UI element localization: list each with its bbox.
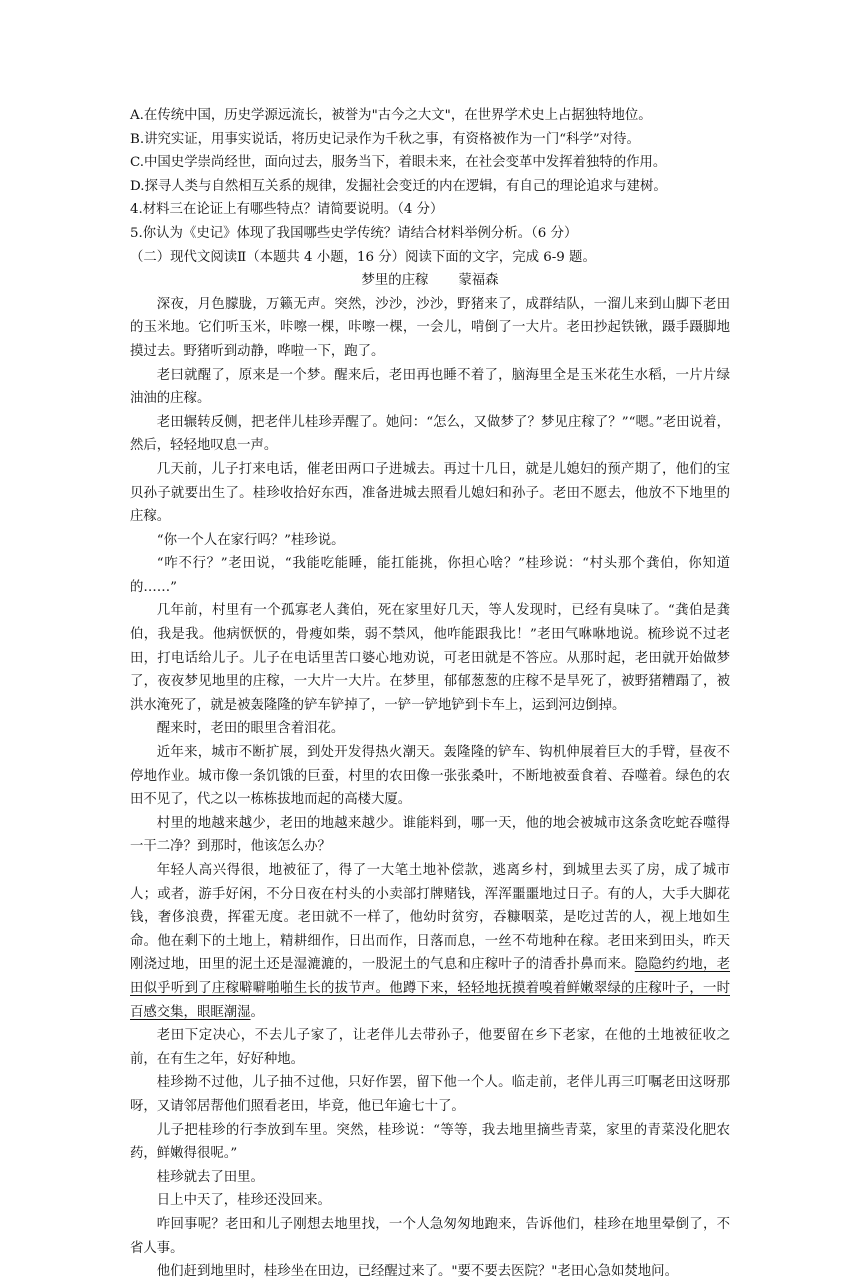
- story-paragraph: “咋不行？”老田说，“我能吃能睡，能扛能挑，你担心啥？”桂珍说：“村头那个龚伯，你知道的……”: [130, 556, 730, 595]
- story-paragraph: 醒来时，老田的眼里含着泪花。: [156, 721, 345, 737]
- story-paragraph: 村里的地越来越少，老田的地越来越少。谁能料到，哪一天，他的地会被城市这条贪吃蛇吞噬得一干二净？到那时，他该怎么办？: [130, 815, 730, 855]
- story-paragraph: “你一个人在家行吗？”桂珍说。: [156, 532, 345, 548]
- option-d: D.探寻人类与自然相互关系的规律，发掘社会变迁的内在逻辑，有自己的理论追求与建树。: [130, 178, 667, 194]
- section-heading: （二）现代文阅读Ⅱ（本题共 4 小题，16 分）阅读下面的文字，完成 6-9 题。: [130, 249, 596, 265]
- option-c: C.中国史学崇尚经世，面向过去，服务当下，着眼未来，在社会变革中发挥着独特的作用。: [130, 155, 667, 171]
- story-title: 梦里的庄稼: [361, 273, 429, 289]
- option-a: A.在传统中国，历史学源远流长，被誉为"古今之大文"，在世界学术史上占据独特地位。: [130, 108, 652, 123]
- paragraph-text-end: 。: [250, 1004, 264, 1020]
- question-5: 5.你认为《史记》体现了我国哪些史学传统？请结合材料举例分析。（6 分）: [130, 225, 578, 241]
- story-paragraph: 老曰就醒了，原来是一个梦。醒来后，老田再也睡不着了，脑海里全是玉米花生水稻，一片片绿油油的庄稼。: [130, 367, 730, 407]
- story-paragraph: 他们赶到地里时，桂珍坐在田边，已经醒过来了。"要不要去医院？"老田心急如焚地问。: [156, 1264, 678, 1280]
- story-paragraph: 深夜，月色朦胧，万籁无声。突然，沙沙，沙沙，野猪来了，成群结队，一溜儿来到山脚下老田的玉米地。它们听玉米，咔嚓一棵，咔嚓一棵，一会儿，啃倒了一大片。老田抄起铁锹，蹑手蹑脚地摸过去。野猪听到动静，哗啦一下，跑了。: [130, 296, 730, 359]
- story-paragraph: 老田下定决心，不去儿子家了，让老伴儿去带孙子，他要留在乡下老家，在他的土地被征收之前，在有生之年，好好种地。: [130, 1028, 730, 1067]
- paragraph-text: 年轻人高兴得很，地被征了，得了一大笔土地补偿款，逃离乡村，到城里去买了房，成了城市人；或者，游手好闲，不分日夜在村头的小卖部打牌赌钱，浑浑噩噩地过日子。有的人，大手大脚花钱，奢侈浪费，挥霍无度。老田就不一样了，他幼时贫穷，吞糠咽菜，是吃过苦的人，视上地如生命。他在剩下的土地上，精耕细作，日出而作，日落而息，一丝不苟地种在稼。老田来到田头，昨天刚浇过地，田里的泥土还是湿漉漉的，一股泥土的气息和庄稼叶子的清香扑鼻而来。: [130, 863, 730, 973]
- exam-page: [130, 104, 730, 1284]
- story-paragraph: 几年前，村里有一个孤寡老人龚伯，死在家里好几天，等人发现时，已经有臭味了。“龚伯是龚伯，我是我。他病恹恹的，骨瘦如柴，弱不禁风，他咋能跟我比！”老田气咻咻地说。梳珍说不过老田，打电话给儿子。儿子在电话里苦口婆心地劝说，可老田就是不答应。从那时起，老田就开始做梦了，夜夜梦见地里的庄稼，一大片一大片。在梦里，郁郁葱葱的庄稼不是旱死了，被野猪糟蹋了，被洪水淹死了，就是被轰隆隆的铲车铲掉了，一铲一铲地铲到卡车上，运到河边倒掉。: [130, 603, 730, 713]
- story-author: 蒙福森: [458, 273, 499, 289]
- story-paragraph: 咋回事呢？老田和儿子刚想去地里找，一个人急匆匆地跑来，告诉他们，桂珍在地里晕倒了，不省人事。: [130, 1216, 730, 1256]
- story-paragraph-underlined: [130, 859, 730, 1024]
- story-paragraph: 几天前，儿子打来电话，催老田两口子进城去。再过十几日，就是儿媳妇的预产期了，他们的宝贝孙子就要出生了。桂珍收拾好东西，准备进城去照看儿媳妇和孙子。老田不愿去，他放不下地里的庄稼。: [130, 461, 730, 525]
- underlined-sentence: 隐隐约约地，老田似乎听到了庄稼噼噼啪啪生长的拔节声。他蹲下来，轻轻地抚摸着嗅着鲜嫩翠绿的庄稼叶子，一时百感交集，眼眶潮湿: [130, 957, 731, 1020]
- story-paragraph: 桂珍拗不过他，儿子抽不过他，只好作罢，留下他一个人。临走前，老伴儿再三叮嘱老田这呀那呀，又请邻居帮他们照看老田，毕竟，他已年逾七十了。: [130, 1075, 730, 1114]
- story-paragraph: 桂珍就去了田里。: [156, 1169, 264, 1185]
- question-4: 4.材料三在论证上有哪些特点？请简要说明。（4 分）: [130, 202, 444, 218]
- story-paragraph: 近年来，城市不断扩展，到处开发得热火潮天。轰隆隆的铲车、钩机伸展着巨大的手臂，昼夜不停地作业。城市像一条饥饿的巨蚕，村里的农田像一张张桑叶，不断地被蚕食着、吞噬着。绿色的农田不见了，代之以一栋栋拔地而起的高楼大厦。: [130, 745, 730, 808]
- story-paragraph: 日上中天了，桂珍还没回来。: [156, 1193, 331, 1209]
- story-paragraph: 老田辗转反侧，把老伴儿桂珍弄醒了。她问：“怎么，又做梦了？梦见庄稼了？”“嗯。”老田说着，然后，轻轻地叹息一声。: [130, 414, 730, 454]
- story-title-line: [130, 269, 730, 293]
- option-b: B.讲究实证，用事实说话，将历史记录作为千秋之事，有资格被作为一门“科学”对待。: [130, 131, 640, 147]
- story-paragraph: 儿子把桂珍的行李放到车里。突然，桂珍说：“等等，我去地里摘些青菜，家里的青菜没化肥农药，鲜嫩得很呢。”: [130, 1122, 730, 1162]
